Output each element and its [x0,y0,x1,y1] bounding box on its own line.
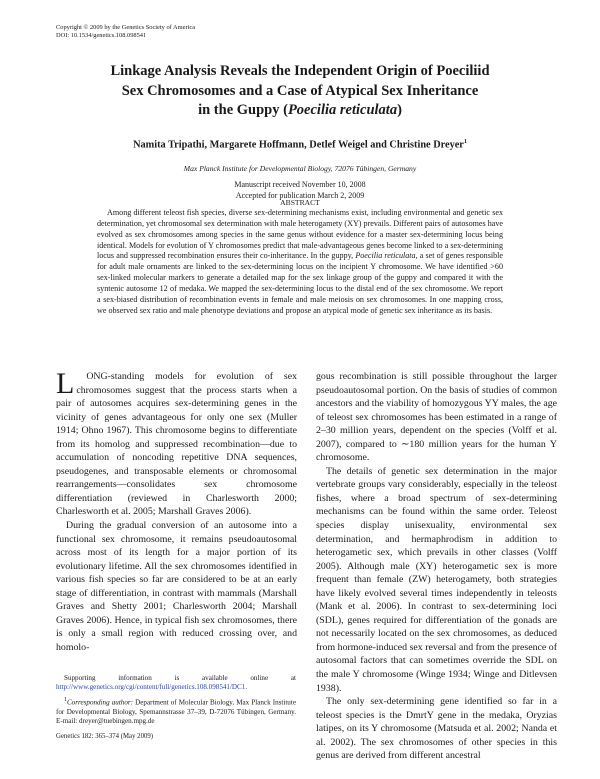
drop-cap: L [56,367,75,400]
paragraph: The only sex-determining gene identified so far in a teleost species is the DmrtY gene in the medaka, Oryzias latipes, on its Y chromosome (Matsuda et al. 2002; Nanda et al. 2002). The sex chromosomes of other species in this genus are derived from different ancestral [316,696,557,762]
abstract-heading: ABSTRACT [280,198,320,207]
copyright-header [56,24,195,40]
supporting-info-link[interactable]: http://www.genetics.org/cgi/content/full/genetics.108.098541/DC1. [56,683,248,692]
species-name: Poecilia reticulata [355,251,416,261]
footnote-mark: 1 [64,696,67,703]
paragraph: The details of genetic sex determination in the major vertebrate groups vary considerably, especially in the teleost fishes, where a broad spectrum of sex-determining mechanisms can be found within the same order. Teleost species display unisexuality, environmental sex determination, and hermaphrodism in addition to heterogametic sex, which prevails in other classes (Volff 2005). Although male (XY) heterogametic sex is more frequent than female (ZW) heterogamety, both strategies have likely evolved several times independently in teleosts (Mank et al. 2006). In contrast to sex-determining loci (SDL), genes required for differentiation of the gonads are not necessarily located on the sex chromosomes, as deduced from hormone-induced sex reversal and from the presence of autosomal factors that can sometimes override the SDL on the male Y chromosome (Winge 1934; Winge and Ditlevsen 1938). [316,465,557,694]
title-line: Linkage Analysis Reveals the Independent Origin of Poeciliid [110,63,490,79]
journal-citation: Genetics 182: 365–374 (May 2009) [56,733,154,740]
supporting-info-note [56,674,296,693]
title-text: in the Guppy ( [198,102,288,118]
abstract-part: , a set of genes responsible for adult male ornaments are linked to the sex-determining locus on the incipient Y chromosome. We have identified >60 sex-linked molecular markers to generate a detailed map for the sex linkage group of the guppy and compared it with the syntenic autosome 12 of medaka. We mapped the sex-determining locus to the distal end of the sex chromosome. We report a sex-biased distribution of recombination events in female and male meiosis on sex chromosomes. In one mapping cross, we observed sex ratio and male phenotype deviations and propose an atypical mode of genetic sex inheritance as its basis. [97,251,503,315]
title-text: ) [397,102,402,118]
note-label: Corresponding author: [66,698,134,707]
title-line [60,101,540,121]
affiliation: Max Planck Institute for Developmental Biology, 72076 Tübingen, Germany [183,164,417,173]
title-line: Sex Chromosomes and a Case of Atypical Sex Inheritance [121,82,479,99]
abstract-part: Among different teleost fish species, diverse sex-determining mechanisms exist, including environmental and genetic sex determination, yet chromosomal sex determination with male heterogamety (XY) prevails. Different pairs of autosomes have evolved as sex chromosomes among species in the same genus without evidence for a master sex-determining locus being identical. Models for evolution of Y chromosomes predict that male-advantageous genes become linked to a sex-determining locus and suppressed recombination ensures their co-inheritance. In the guppy, [97,208,503,261]
accepted-date: Accepted for publication March 2, 2009 [235,190,365,200]
author-list: Namita Tripathi, Margarete Hoffmann, Detlef Weigel and Christine Dreyer [133,139,464,151]
footnote-mark: 1 [463,139,467,145]
doi: DOI: 10.1534/genetics.108.098541 [56,32,147,39]
corresponding-author-note [56,696,296,727]
footnotes [56,674,296,729]
abstract-text [97,208,503,316]
left-column [56,367,297,654]
species-name: Poecilia reticulata [287,102,398,118]
note-text: Supporting information is available online at [64,674,296,682]
paragraph: During the gradual conversion of an autosome into a functional sex chromosome, it remains pseudoautosomal across most of its length for a major portion of its evolutionary lifetime. All the sex chromosomes identified in various fish species so far are considered to be at an early stage of differentiation, in contrast with mammals (Marshall Graves and Shetty 2001; Charlesworth 2004; Marshall Graves 2006). Hence, in typical fish sex chromosomes, there is only a small region with reduced crossing over, and homolo- [56,520,297,653]
paragraph: ONG-standing models for evolution of sex chromosomes suggest that the process starts when a pair of autosomes acquires sex-determining genes in the vicinity of genes advantageous for only one sex (Muller 1914; Ohno 1967). This chromosome begins to differentiate from its homolog and suppressed recombination—due to accumulation of noncoding repetitive DNA sequences, pseudogenes, and transposable elements or chromosomal rearrangements—consolidates sex chromosome differentiation (reviewed in Charlesworth 2000; Charlesworth et al. 2005; Marshall Graves 2006). [56,371,297,518]
paper-title [60,62,540,121]
copyright: Copyright © 2009 by the Genetics Society of America [56,24,196,31]
paragraph: gous recombination is still possible throughout the larger pseudoautosomal portion. On the basis of studies of common ancestors and the viability of homozygous YY males, the age of teleost sex chromosomes has been estimated in a range of 2–30 million years, dependent on the species (Volff et al. 2007), compared to ∼180 million years for the human Y chromosome. [316,371,557,464]
received-date: Manuscript received November 10, 2008 [234,180,366,189]
authors [60,139,540,150]
right-column [316,370,557,763]
note-text: Department of Molecular Biology, Max Planck Institute for Developmental Biology, Spemannstrasse 37–39, D-72076 Tübingen, Germany. E-mail: dreyer@tuebingen.mpg.de [56,698,296,725]
